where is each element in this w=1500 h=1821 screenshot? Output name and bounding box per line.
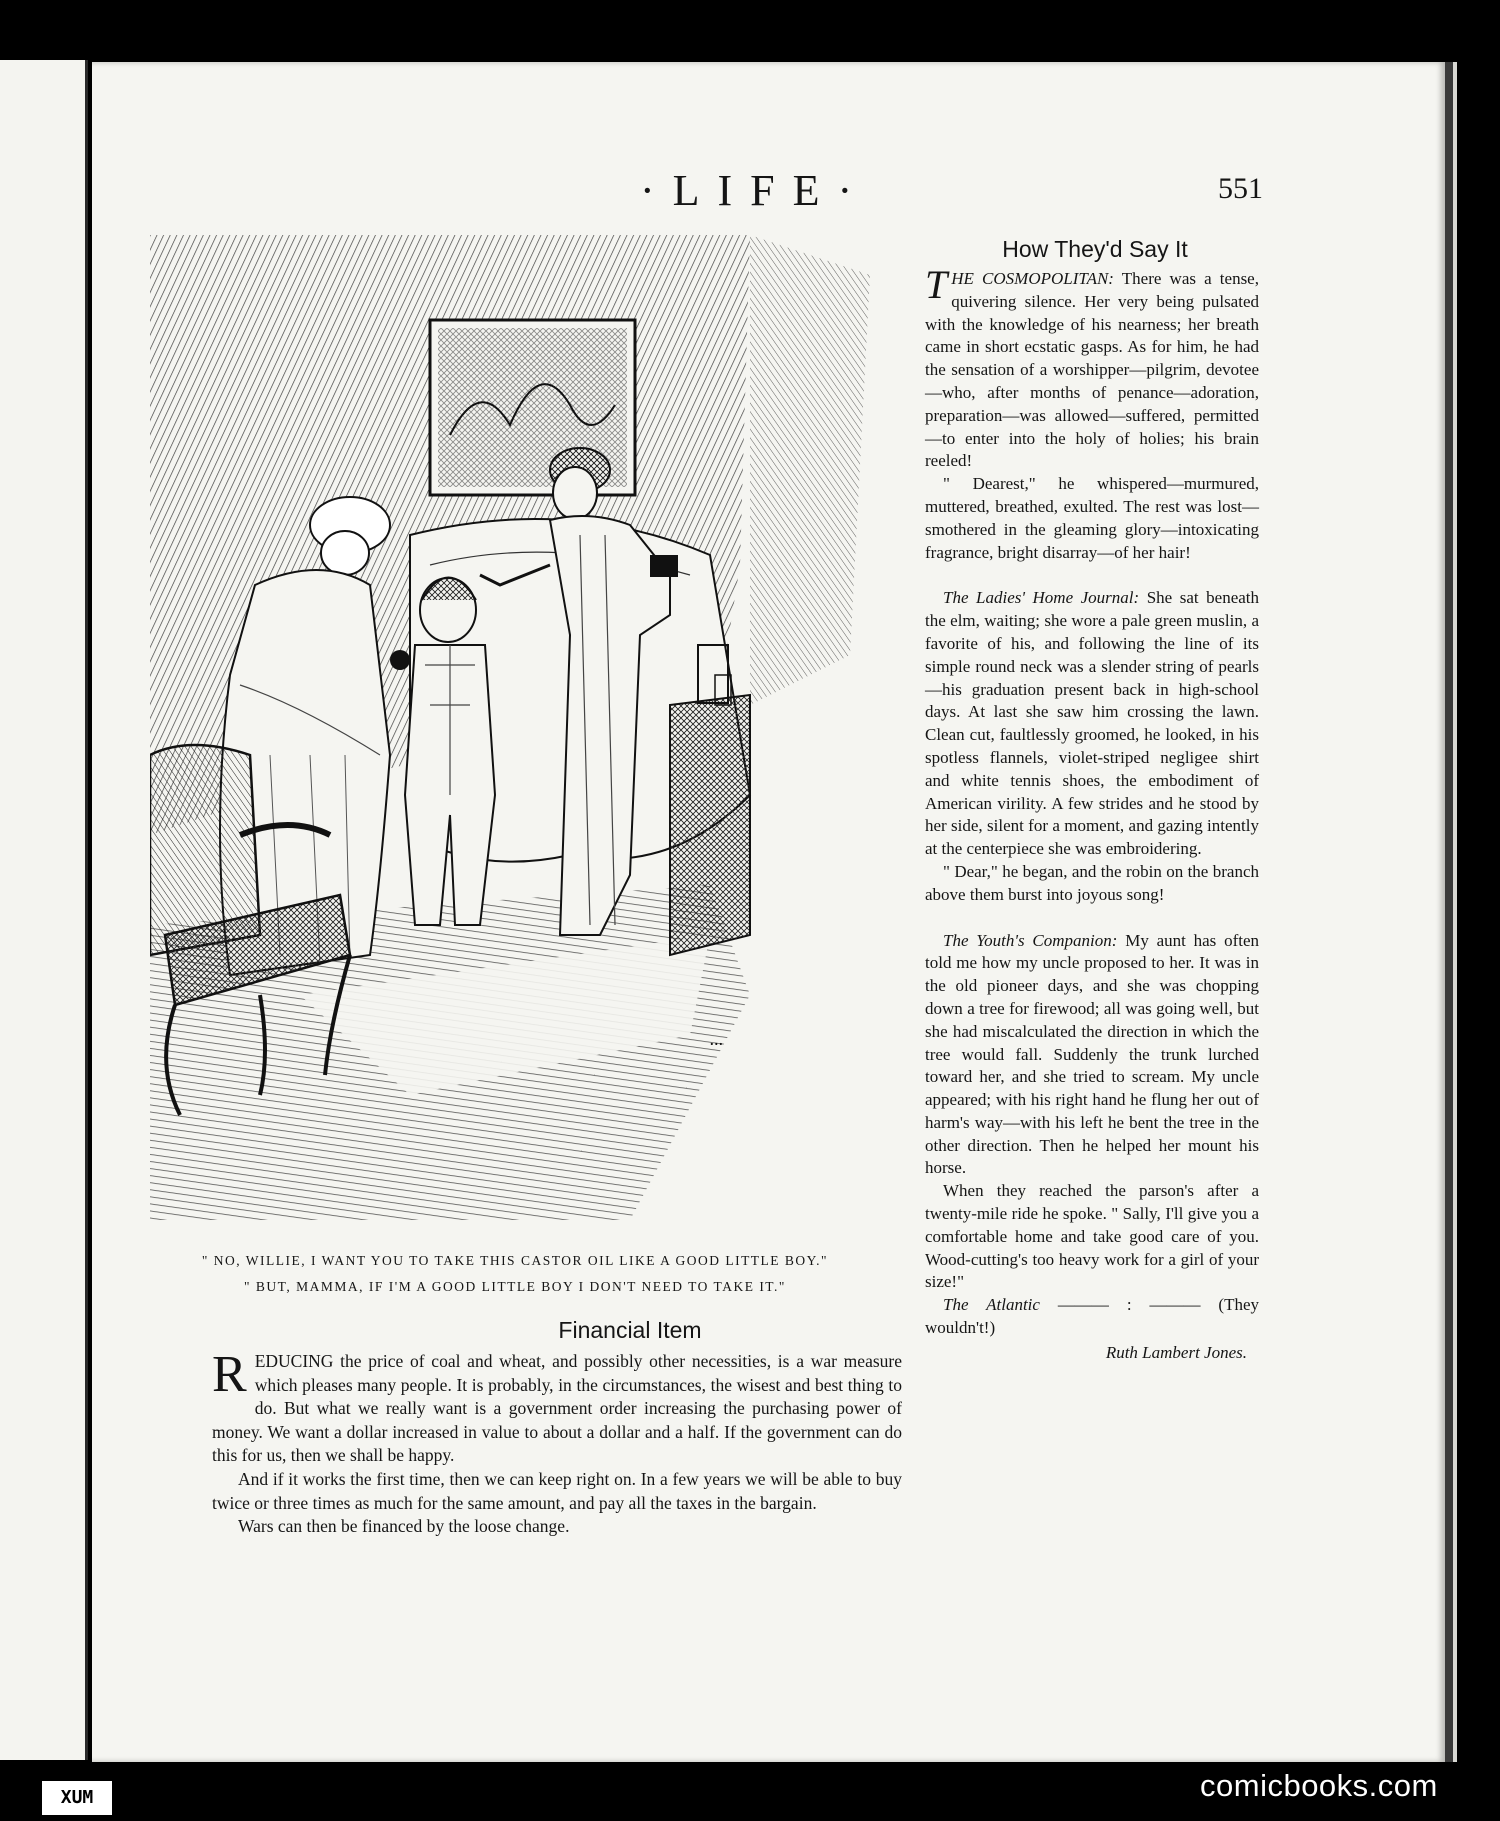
masthead-title: ·LIFE· bbox=[640, 166, 871, 215]
page-edge-highlight bbox=[1453, 62, 1457, 1762]
cosmopolitan-label: HE COSMOPOLITAN: bbox=[951, 269, 1114, 288]
cartoon-illustration bbox=[150, 235, 880, 1220]
previous-page-edge bbox=[0, 60, 88, 1760]
caption-line-1: " NO, WILLIE, I WANT YOU TO TAKE THIS CASTOR OIL LIKE A GOOD LITTLE BOY." bbox=[201, 1253, 829, 1268]
scan-tag: XUM bbox=[42, 1781, 112, 1815]
financial-paragraph-1: REDUCING the price of coal and wheat, and possibly other necessities, is a war measure which pleases many people. It is probably, in the circumstances, the wisest and best thing to do. But what we really want is a government order increasing the purchasing power of money. We want a dollar increased in value to about a dollar and a half. If the government can do this for us, then we shall be happy. bbox=[212, 1346, 902, 1466]
youths-companion-label: The Youth's Companion: bbox=[943, 930, 1118, 950]
youths-companion-paragraph-2: When they reached the parson's after a twenty-mile ride he spoke. " Sally, I'll give you a comfortable home and take good care of you. Wood-cutting's too heavy work for a girl of your size!" bbox=[925, 1181, 1259, 1292]
financial-dropcap: R bbox=[212, 1346, 247, 1403]
cosmopolitan-paragraph: THE COSMOPOLITAN: There was a tense, quivering silence. Her very being pulsated with the knowledge of his nearness; her breath came in short ecstatic gasps. As for him, he had the sensation of a worshipper—pilgrim, devotee—who, after months of penance—adoration, preparation—was allowed—suffered, permitted—to enter into the holy of holies; his brain reeled! bbox=[925, 262, 1259, 471]
atlantic-paragraph: The Atlantic ——— : ——— (They wouldn't!) bbox=[925, 1295, 1259, 1338]
cosmopolitan-paragraph-2: " Dearest," he whispered—murmured, muttered, breathed, exulted. The rest was lost—smothered in the gleaming glory—intoxicating fragrance, bright disarray—of her hair! bbox=[925, 474, 1259, 562]
cartoon-caption bbox=[150, 1248, 880, 1300]
site-watermark: comicbooks.com bbox=[1200, 1768, 1438, 1803]
how-theyd-say-it-title: How They'd Say It bbox=[1002, 236, 1188, 262]
ladies-home-journal-paragraph-2: " Dear," he began, and the robin on the branch above them burst into joyous song! bbox=[925, 861, 1259, 904]
ladies-home-journal-paragraph: The Ladies' Home Journal: She sat beneath the elm, waiting; she wore a pale green muslin, a favorite of his, and following the line of its simple round neck was a slender string of pearls—his graduation present back in high-school days. At last she saw him crossing the lawn. Clean cut, faultlessly groomed, he looked, in his spotless flannels, violet-striped negligee shirt and white tennis shoes, the embodiment of American virility. A few strides and he stood by her side, silent for a moment, and gazing intently at the centerpiece she was embroidering. bbox=[925, 588, 1260, 859]
page-number: 551 bbox=[1218, 172, 1263, 205]
financial-item-body bbox=[212, 1346, 902, 1539]
how-theyd-say-it-column bbox=[925, 262, 1260, 1365]
financial-paragraph-3: Wars can then be financed by the loose change. bbox=[238, 1516, 570, 1537]
financial-paragraph-2: And if it works the first time, then we can keep right on. In a few years we will be able to buy twice or three times as much for the same amount, and pay all the taxes in the bargain. bbox=[212, 1468, 902, 1513]
author-signature: Ruth Lambert Jones. bbox=[1105, 1342, 1247, 1362]
artist-signature: ... bbox=[710, 1029, 724, 1049]
financial-item-title: Financial Item bbox=[558, 1317, 702, 1343]
ladies-home-journal-label: The Ladies' Home Journal: bbox=[943, 588, 1140, 608]
page-edge-shadow bbox=[1445, 62, 1453, 1762]
atlantic-label: The Atlantic bbox=[943, 1295, 1040, 1315]
cosmopolitan-dropcap: T bbox=[925, 262, 948, 307]
youths-companion-paragraph: The Youth's Companion: My aunt has often told me how my uncle proposed to her. It was in the old pioneer days, and she was chopping down a tree for firewood; all was going well, but she had miscalculated the direction in which the tree would fall. Suddenly the trunk lurched toward her, and she tried to scream. My uncle appeared; with his right hand he flung her out of harm's way—with his left he bent the tree in the other direction. Then he helped her mount his horse. bbox=[925, 930, 1259, 1178]
caption-line-2: " BUT, MAMMA, IF I'M A GOOD LITTLE BOY I DON'T NEED TO TAKE IT." bbox=[244, 1279, 786, 1294]
